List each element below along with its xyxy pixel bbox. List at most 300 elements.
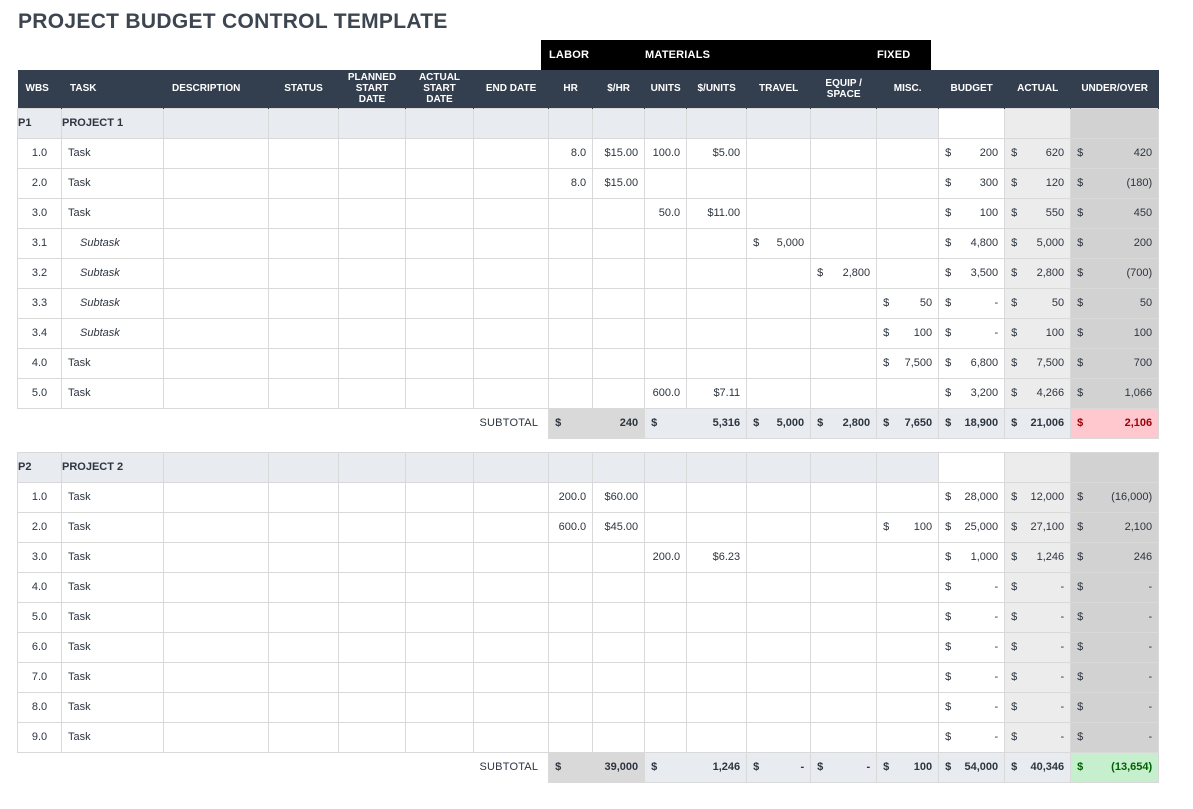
- cell-misc[interactable]: [877, 198, 939, 228]
- cell-unit-cost[interactable]: $5.00: [687, 138, 747, 168]
- cell-description[interactable]: [164, 288, 269, 318]
- project-row[interactable]: [18, 108, 1159, 138]
- cell-actual[interactable]: $ 7,500: [1005, 348, 1071, 378]
- cell-planned-start[interactable]: [339, 288, 406, 318]
- cell-hr[interactable]: [549, 258, 593, 288]
- project-blank-cell[interactable]: [164, 108, 269, 138]
- cell-under-over[interactable]: $ 200: [1071, 228, 1159, 258]
- cell-actual-start[interactable]: [406, 662, 474, 692]
- cell-units[interactable]: [645, 348, 687, 378]
- table-row[interactable]: [18, 198, 1159, 228]
- cell-travel[interactable]: [747, 198, 811, 228]
- cell-hr[interactable]: 8.0: [549, 168, 593, 198]
- cell-wbs[interactable]: 4.0: [18, 348, 62, 378]
- cell-equip[interactable]: [811, 542, 877, 572]
- cell-actual-start[interactable]: [406, 692, 474, 722]
- cell-actual-start[interactable]: [406, 482, 474, 512]
- cell-actual-start[interactable]: [406, 318, 474, 348]
- cell-budget[interactable]: $ -: [939, 632, 1005, 662]
- cell-travel[interactable]: [747, 138, 811, 168]
- cell-actual-start[interactable]: [406, 138, 474, 168]
- cell-task[interactable]: Task: [62, 348, 164, 378]
- cell-equip[interactable]: [811, 722, 877, 752]
- cell-under-over[interactable]: $ -: [1071, 692, 1159, 722]
- cell-actual[interactable]: $ 27,100: [1005, 512, 1071, 542]
- cell-unit-cost[interactable]: [687, 168, 747, 198]
- cell-description[interactable]: [164, 168, 269, 198]
- cell-rate[interactable]: [593, 348, 645, 378]
- cell-travel[interactable]: [747, 348, 811, 378]
- cell-hr[interactable]: [549, 632, 593, 662]
- cell-travel[interactable]: [747, 378, 811, 408]
- cell-actual[interactable]: $ 2,800: [1005, 258, 1071, 288]
- cell-equip[interactable]: [811, 348, 877, 378]
- cell-end-date[interactable]: [474, 632, 549, 662]
- cell-under-over[interactable]: $ -: [1071, 722, 1159, 752]
- cell-actual-start[interactable]: [406, 378, 474, 408]
- project-actual-cell[interactable]: [1005, 108, 1071, 138]
- cell-unit-cost[interactable]: [687, 572, 747, 602]
- cell-equip[interactable]: [811, 602, 877, 632]
- project-blank-cell[interactable]: [339, 108, 406, 138]
- cell-rate[interactable]: [593, 542, 645, 572]
- project-blank-cell[interactable]: [645, 108, 687, 138]
- cell-units[interactable]: 50.0: [645, 198, 687, 228]
- project-name[interactable]: PROJECT 1: [62, 108, 164, 138]
- cell-units[interactable]: [645, 722, 687, 752]
- cell-end-date[interactable]: [474, 318, 549, 348]
- cell-task[interactable]: Task: [62, 138, 164, 168]
- cell-under-over[interactable]: $ (180): [1071, 168, 1159, 198]
- cell-planned-start[interactable]: [339, 168, 406, 198]
- cell-end-date[interactable]: [474, 138, 549, 168]
- table-row[interactable]: [18, 258, 1159, 288]
- cell-task[interactable]: Task: [62, 572, 164, 602]
- cell-task[interactable]: Task: [62, 482, 164, 512]
- cell-actual-start[interactable]: [406, 722, 474, 752]
- cell-units[interactable]: [645, 228, 687, 258]
- cell-wbs[interactable]: 3.0: [18, 542, 62, 572]
- cell-description[interactable]: [164, 632, 269, 662]
- cell-actual[interactable]: $ 4,266: [1005, 378, 1071, 408]
- cell-misc[interactable]: [877, 138, 939, 168]
- cell-actual[interactable]: $ -: [1005, 602, 1071, 632]
- cell-rate[interactable]: [593, 602, 645, 632]
- cell-description[interactable]: [164, 482, 269, 512]
- cell-actual-start[interactable]: [406, 168, 474, 198]
- cell-rate[interactable]: [593, 692, 645, 722]
- cell-task[interactable]: Task: [62, 168, 164, 198]
- cell-misc[interactable]: [877, 722, 939, 752]
- cell-equip[interactable]: $ 2,800: [811, 258, 877, 288]
- cell-status[interactable]: [269, 602, 339, 632]
- cell-budget[interactable]: $ -: [939, 722, 1005, 752]
- table-row[interactable]: [18, 572, 1159, 602]
- table-row[interactable]: [18, 722, 1159, 752]
- cell-end-date[interactable]: [474, 378, 549, 408]
- cell-budget[interactable]: $ 4,800: [939, 228, 1005, 258]
- cell-actual[interactable]: $ 620: [1005, 138, 1071, 168]
- cell-wbs[interactable]: 3.3: [18, 288, 62, 318]
- table-row[interactable]: [18, 662, 1159, 692]
- cell-budget[interactable]: $ 300: [939, 168, 1005, 198]
- cell-status[interactable]: [269, 168, 339, 198]
- cell-unit-cost[interactable]: [687, 692, 747, 722]
- cell-task[interactable]: Task: [62, 542, 164, 572]
- cell-budget[interactable]: $ 200: [939, 138, 1005, 168]
- table-row[interactable]: [18, 692, 1159, 722]
- cell-travel[interactable]: [747, 482, 811, 512]
- cell-unit-cost[interactable]: [687, 632, 747, 662]
- cell-actual[interactable]: $ -: [1005, 662, 1071, 692]
- cell-description[interactable]: [164, 602, 269, 632]
- cell-planned-start[interactable]: [339, 228, 406, 258]
- project-blank-cell[interactable]: [549, 452, 593, 482]
- cell-units[interactable]: [645, 258, 687, 288]
- cell-travel[interactable]: [747, 512, 811, 542]
- cell-planned-start[interactable]: [339, 378, 406, 408]
- cell-wbs[interactable]: 5.0: [18, 378, 62, 408]
- cell-misc[interactable]: [877, 542, 939, 572]
- cell-equip[interactable]: [811, 572, 877, 602]
- cell-equip[interactable]: [811, 632, 877, 662]
- cell-end-date[interactable]: [474, 722, 549, 752]
- cell-wbs[interactable]: 5.0: [18, 602, 62, 632]
- cell-task[interactable]: Task: [62, 198, 164, 228]
- project-blank-cell[interactable]: [269, 452, 339, 482]
- cell-unit-cost[interactable]: [687, 228, 747, 258]
- table-row[interactable]: [18, 542, 1159, 572]
- cell-hr[interactable]: [549, 572, 593, 602]
- cell-rate[interactable]: [593, 378, 645, 408]
- cell-actual[interactable]: $ -: [1005, 722, 1071, 752]
- cell-under-over[interactable]: $ 700: [1071, 348, 1159, 378]
- cell-units[interactable]: [645, 692, 687, 722]
- cell-end-date[interactable]: [474, 602, 549, 632]
- cell-under-over[interactable]: $ 420: [1071, 138, 1159, 168]
- cell-equip[interactable]: [811, 318, 877, 348]
- cell-actual[interactable]: $ -: [1005, 572, 1071, 602]
- project-blank-cell[interactable]: [406, 108, 474, 138]
- cell-travel[interactable]: [747, 662, 811, 692]
- project-blank-cell[interactable]: [593, 108, 645, 138]
- cell-planned-start[interactable]: [339, 632, 406, 662]
- cell-rate[interactable]: [593, 632, 645, 662]
- cell-status[interactable]: [269, 482, 339, 512]
- cell-description[interactable]: [164, 348, 269, 378]
- cell-end-date[interactable]: [474, 542, 549, 572]
- cell-hr[interactable]: [549, 198, 593, 228]
- cell-wbs[interactable]: 3.1: [18, 228, 62, 258]
- cell-hr[interactable]: [549, 318, 593, 348]
- cell-rate[interactable]: $15.00: [593, 168, 645, 198]
- cell-status[interactable]: [269, 542, 339, 572]
- cell-hr[interactable]: 8.0: [549, 138, 593, 168]
- cell-budget[interactable]: $ 1,000: [939, 542, 1005, 572]
- cell-travel[interactable]: [747, 632, 811, 662]
- cell-units[interactable]: [645, 632, 687, 662]
- cell-hr[interactable]: [549, 288, 593, 318]
- cell-status[interactable]: [269, 632, 339, 662]
- cell-unit-cost[interactable]: [687, 258, 747, 288]
- cell-description[interactable]: [164, 258, 269, 288]
- cell-hr[interactable]: [549, 602, 593, 632]
- cell-equip[interactable]: [811, 168, 877, 198]
- cell-equip[interactable]: [811, 378, 877, 408]
- cell-rate[interactable]: $60.00: [593, 482, 645, 512]
- cell-units[interactable]: 600.0: [645, 378, 687, 408]
- cell-travel[interactable]: [747, 318, 811, 348]
- project-blank-cell[interactable]: [269, 108, 339, 138]
- cell-units[interactable]: [645, 288, 687, 318]
- table-row[interactable]: [18, 138, 1159, 168]
- cell-misc[interactable]: [877, 258, 939, 288]
- cell-rate[interactable]: [593, 288, 645, 318]
- cell-units[interactable]: 200.0: [645, 542, 687, 572]
- cell-travel[interactable]: [747, 572, 811, 602]
- cell-end-date[interactable]: [474, 228, 549, 258]
- project-name[interactable]: PROJECT 2: [62, 452, 164, 482]
- cell-under-over[interactable]: $ (700): [1071, 258, 1159, 288]
- cell-unit-cost[interactable]: [687, 318, 747, 348]
- cell-budget[interactable]: $ 28,000: [939, 482, 1005, 512]
- cell-budget[interactable]: $ 25,000: [939, 512, 1005, 542]
- cell-description[interactable]: [164, 572, 269, 602]
- project-blank-cell[interactable]: [811, 452, 877, 482]
- cell-budget[interactable]: $ 100: [939, 198, 1005, 228]
- cell-travel[interactable]: [747, 542, 811, 572]
- cell-actual-start[interactable]: [406, 198, 474, 228]
- cell-planned-start[interactable]: [339, 258, 406, 288]
- cell-rate[interactable]: $45.00: [593, 512, 645, 542]
- cell-wbs[interactable]: 4.0: [18, 572, 62, 602]
- cell-rate[interactable]: [593, 722, 645, 752]
- cell-travel[interactable]: [747, 288, 811, 318]
- cell-equip[interactable]: [811, 228, 877, 258]
- cell-budget[interactable]: $ -: [939, 318, 1005, 348]
- cell-description[interactable]: [164, 378, 269, 408]
- table-row[interactable]: [18, 168, 1159, 198]
- cell-task[interactable]: Task: [62, 632, 164, 662]
- project-row[interactable]: [18, 452, 1159, 482]
- cell-status[interactable]: [269, 258, 339, 288]
- table-row[interactable]: [18, 228, 1159, 258]
- cell-wbs[interactable]: 8.0: [18, 692, 62, 722]
- cell-wbs[interactable]: 2.0: [18, 512, 62, 542]
- cell-hr[interactable]: 200.0: [549, 482, 593, 512]
- cell-description[interactable]: [164, 542, 269, 572]
- cell-planned-start[interactable]: [339, 198, 406, 228]
- project-blank-cell[interactable]: [645, 452, 687, 482]
- cell-planned-start[interactable]: [339, 482, 406, 512]
- table-row[interactable]: [18, 378, 1159, 408]
- cell-unit-cost[interactable]: $7.11: [687, 378, 747, 408]
- cell-status[interactable]: [269, 572, 339, 602]
- cell-end-date[interactable]: [474, 512, 549, 542]
- project-blank-cell[interactable]: [164, 452, 269, 482]
- cell-status[interactable]: [269, 198, 339, 228]
- cell-hr[interactable]: [549, 378, 593, 408]
- cell-actual-start[interactable]: [406, 348, 474, 378]
- cell-status[interactable]: [269, 378, 339, 408]
- cell-wbs[interactable]: 6.0: [18, 632, 62, 662]
- cell-units[interactable]: [645, 318, 687, 348]
- cell-unit-cost[interactable]: [687, 348, 747, 378]
- cell-under-over[interactable]: $ 50: [1071, 288, 1159, 318]
- cell-planned-start[interactable]: [339, 348, 406, 378]
- cell-actual[interactable]: $ 120: [1005, 168, 1071, 198]
- cell-unit-cost[interactable]: [687, 512, 747, 542]
- cell-status[interactable]: [269, 512, 339, 542]
- cell-actual[interactable]: $ -: [1005, 692, 1071, 722]
- cell-under-over[interactable]: $ 100: [1071, 318, 1159, 348]
- cell-budget[interactable]: $ -: [939, 602, 1005, 632]
- cell-status[interactable]: [269, 692, 339, 722]
- table-row[interactable]: [18, 512, 1159, 542]
- cell-hr[interactable]: [549, 542, 593, 572]
- cell-actual[interactable]: $ 50: [1005, 288, 1071, 318]
- cell-misc[interactable]: [877, 168, 939, 198]
- cell-wbs[interactable]: 7.0: [18, 662, 62, 692]
- cell-actual[interactable]: $ 5,000: [1005, 228, 1071, 258]
- project-blank-cell[interactable]: [747, 108, 811, 138]
- cell-planned-start[interactable]: [339, 318, 406, 348]
- cell-budget[interactable]: $ 6,800: [939, 348, 1005, 378]
- cell-misc[interactable]: [877, 378, 939, 408]
- cell-actual-start[interactable]: [406, 258, 474, 288]
- cell-actual[interactable]: $ 100: [1005, 318, 1071, 348]
- project-budget-cell[interactable]: [939, 108, 1005, 138]
- cell-planned-start[interactable]: [339, 512, 406, 542]
- project-underover-cell[interactable]: [1071, 452, 1159, 482]
- cell-travel[interactable]: $ 5,000: [747, 228, 811, 258]
- cell-planned-start[interactable]: [339, 572, 406, 602]
- cell-planned-start[interactable]: [339, 542, 406, 572]
- project-budget-cell[interactable]: [939, 452, 1005, 482]
- project-id[interactable]: P1: [18, 108, 62, 138]
- cell-wbs[interactable]: 3.0: [18, 198, 62, 228]
- cell-equip[interactable]: [811, 198, 877, 228]
- cell-hr[interactable]: [549, 722, 593, 752]
- cell-end-date[interactable]: [474, 482, 549, 512]
- project-blank-cell[interactable]: [811, 108, 877, 138]
- cell-travel[interactable]: [747, 692, 811, 722]
- cell-wbs[interactable]: 1.0: [18, 482, 62, 512]
- cell-task[interactable]: Task: [62, 722, 164, 752]
- cell-task[interactable]: Subtask: [62, 288, 164, 318]
- cell-actual[interactable]: $ -: [1005, 632, 1071, 662]
- cell-status[interactable]: [269, 288, 339, 318]
- cell-misc[interactable]: [877, 228, 939, 258]
- cell-end-date[interactable]: [474, 168, 549, 198]
- cell-end-date[interactable]: [474, 198, 549, 228]
- cell-unit-cost[interactable]: [687, 722, 747, 752]
- cell-budget[interactable]: $ -: [939, 692, 1005, 722]
- cell-description[interactable]: [164, 722, 269, 752]
- cell-actual-start[interactable]: [406, 512, 474, 542]
- project-blank-cell[interactable]: [687, 452, 747, 482]
- cell-status[interactable]: [269, 138, 339, 168]
- table-row[interactable]: [18, 482, 1159, 512]
- cell-task[interactable]: Task: [62, 602, 164, 632]
- table-row[interactable]: [18, 602, 1159, 632]
- cell-planned-start[interactable]: [339, 662, 406, 692]
- cell-wbs[interactable]: 9.0: [18, 722, 62, 752]
- cell-misc[interactable]: [877, 632, 939, 662]
- project-blank-cell[interactable]: [593, 452, 645, 482]
- cell-rate[interactable]: [593, 198, 645, 228]
- cell-misc[interactable]: $ 100: [877, 512, 939, 542]
- cell-equip[interactable]: [811, 482, 877, 512]
- cell-status[interactable]: [269, 722, 339, 752]
- cell-units[interactable]: [645, 572, 687, 602]
- cell-planned-start[interactable]: [339, 722, 406, 752]
- cell-under-over[interactable]: $ -: [1071, 602, 1159, 632]
- project-blank-cell[interactable]: [747, 452, 811, 482]
- cell-description[interactable]: [164, 138, 269, 168]
- table-row[interactable]: [18, 348, 1159, 378]
- project-blank-cell[interactable]: [877, 108, 939, 138]
- cell-wbs[interactable]: 3.4: [18, 318, 62, 348]
- cell-unit-cost[interactable]: $11.00: [687, 198, 747, 228]
- cell-hr[interactable]: [549, 228, 593, 258]
- cell-misc[interactable]: [877, 572, 939, 602]
- cell-end-date[interactable]: [474, 572, 549, 602]
- cell-travel[interactable]: [747, 168, 811, 198]
- project-blank-cell[interactable]: [474, 452, 549, 482]
- cell-units[interactable]: [645, 168, 687, 198]
- table-row[interactable]: [18, 318, 1159, 348]
- cell-hr[interactable]: 600.0: [549, 512, 593, 542]
- cell-hr[interactable]: [549, 662, 593, 692]
- cell-actual[interactable]: $ 1,246: [1005, 542, 1071, 572]
- cell-wbs[interactable]: 2.0: [18, 168, 62, 198]
- cell-misc[interactable]: [877, 482, 939, 512]
- cell-description[interactable]: [164, 198, 269, 228]
- cell-status[interactable]: [269, 662, 339, 692]
- cell-under-over[interactable]: $ -: [1071, 572, 1159, 602]
- cell-planned-start[interactable]: [339, 138, 406, 168]
- cell-unit-cost[interactable]: [687, 288, 747, 318]
- cell-under-over[interactable]: $ -: [1071, 662, 1159, 692]
- cell-rate[interactable]: [593, 258, 645, 288]
- cell-equip[interactable]: [811, 662, 877, 692]
- cell-misc[interactable]: [877, 662, 939, 692]
- cell-status[interactable]: [269, 348, 339, 378]
- cell-units[interactable]: [645, 602, 687, 632]
- cell-description[interactable]: [164, 692, 269, 722]
- cell-budget[interactable]: $ 3,200: [939, 378, 1005, 408]
- project-blank-cell[interactable]: [406, 452, 474, 482]
- project-blank-cell[interactable]: [549, 108, 593, 138]
- cell-rate[interactable]: $15.00: [593, 138, 645, 168]
- cell-under-over[interactable]: $ 246: [1071, 542, 1159, 572]
- cell-actual-start[interactable]: [406, 542, 474, 572]
- cell-equip[interactable]: [811, 288, 877, 318]
- cell-misc[interactable]: $ 7,500: [877, 348, 939, 378]
- cell-budget[interactable]: $ 3,500: [939, 258, 1005, 288]
- cell-budget[interactable]: $ -: [939, 288, 1005, 318]
- cell-travel[interactable]: [747, 602, 811, 632]
- cell-actual[interactable]: $ 550: [1005, 198, 1071, 228]
- cell-wbs[interactable]: 1.0: [18, 138, 62, 168]
- cell-end-date[interactable]: [474, 288, 549, 318]
- cell-unit-cost[interactable]: [687, 662, 747, 692]
- project-blank-cell[interactable]: [339, 452, 406, 482]
- cell-units[interactable]: [645, 662, 687, 692]
- cell-description[interactable]: [164, 228, 269, 258]
- cell-units[interactable]: 100.0: [645, 138, 687, 168]
